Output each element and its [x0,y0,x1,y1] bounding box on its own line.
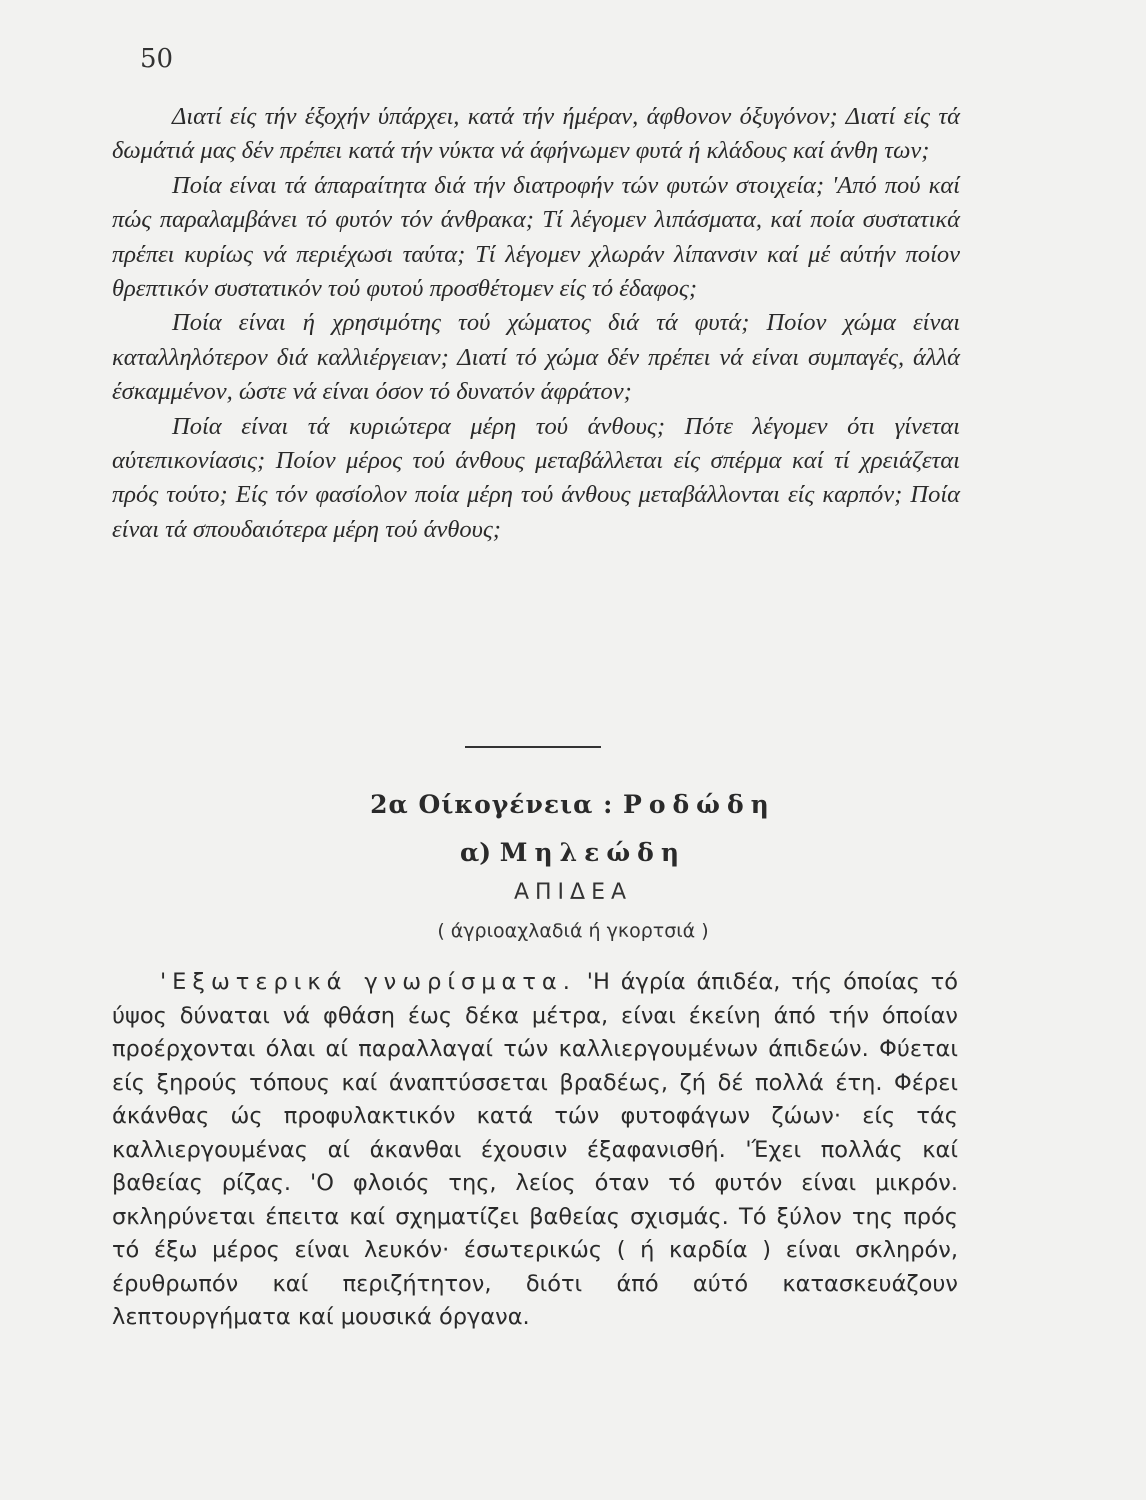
description-body: 'Η άγρία άπιδέα, τής όποίας τό ύψος δύναται νά φθάση έως δέκα μέτρα, είναι έκείνη άπό τήν όποίαν προέρχονται όλαι αί παραλλαγαί τών καλλιεργουμένων άπιδεών. Φύεται είς ξηρούς τόπους καί άναπτύσσεται βραδέως, ζή δέ πολλά έτη. Φέρει άκάνθας ώς προφυλακτικόν κατά τών φυτοφάγων ζώων· είς τάς καλλιεργουμένας αί άκανθαι έχουσιν έξαφανισθή. 'Έχει πολλάς καί βαθείας ρίζας. 'Ο φλοιός της, λείος όταν τό φυτόν είναι μικρόν. σκληρύνεται έπειτα καί σχηματίζει βαθείας σχισμάς. Τό ξύλον της πρός τό έξω μέρος είναι λευκόν· έσωτερικώς ( ή καρδία ) είναι σκληρόν, έρυθρωπόν καί περιζήτητον, διότι άπό αύτό κατασκευάζουν λεπτουργήματα καί μουσικά όργανα. [112,969,958,1330]
review-questions [112,100,960,547]
family-prefix: 2α Οίκογένεια : [370,790,614,819]
subfamily-heading [0,838,1146,867]
section-divider [465,746,601,748]
question-paragraph: Ποία είναι τά κυριώτερα μέρη τού άνθους; Πότε λέγομεν ότι γίνεται αύτεπικονίασις; Ποίον μέρος τού άνθους μεταβάλλεται είς σπέρμα καί τί χρειάζεται πρός τούτο; Είς τόν φασίολον ποία μέρη τού άνθους μεταβάλλονται είς καρπόν; Ποία είναι τά σπουδαιότερα μέρη τού άνθους; [112,412,960,543]
subfamily-prefix: α) [459,838,492,867]
common-name: ( άγριοαχλαδιά ή γκορτσιά ) [437,920,709,942]
description-lead: 'Εξωτερικά γνωρίσματα. [160,969,576,995]
family-name: Ροδώδη [623,790,776,819]
question-paragraph: Διατί είς τήν έξοχήν ύπάρχει, κατά τήν ήμέραν, άφθονον όξυγόνον; Διατί είς τά δωμάτιά μας δέν πρέπει κατά τήν νύκτα νά άφήνωμεν φυτά ή κλάδους καί άνθη των; [112,103,960,165]
subfamily-name: Μηλεώδη [499,838,687,867]
question-paragraph: Ποία είναι τά άπαραίτητα διά τήν διατροφήν τών φυτών στοιχεία; 'Από πού καί πώς παραλαμβάνει τό φυτόν τόν άνθρακα; Τί λέγομεν λιπάσματα, καί ποία συστατικά πρέπει κυρίως νά περιέχωσι ταύτα; Τί λέγομεν χλωράν λίπανσιν καί μέ αύτήν ποίον θρεπτικόν συστατικόν τού φυτού προσθέτομεν είς τό έδαφος; [112,171,960,303]
page-number: 50 [140,44,174,74]
description-paragraph [112,966,958,1335]
species-name: ΑΠΙΔΕΑ [513,880,633,905]
family-heading [0,790,1146,819]
question-paragraph: Ποία είναι ή χρησιμότης τού χώματος διά τά φυτά; Ποίον χώμα είναι καταλληλότερον διά καλλιέργειαν; Διατί τό χώμα δέν πρέπει νά είναι συμπαγές, άλλά έσκαμμένον, ώστε νά είναι όσον τό δυνατόν άφράτον; [112,309,960,406]
